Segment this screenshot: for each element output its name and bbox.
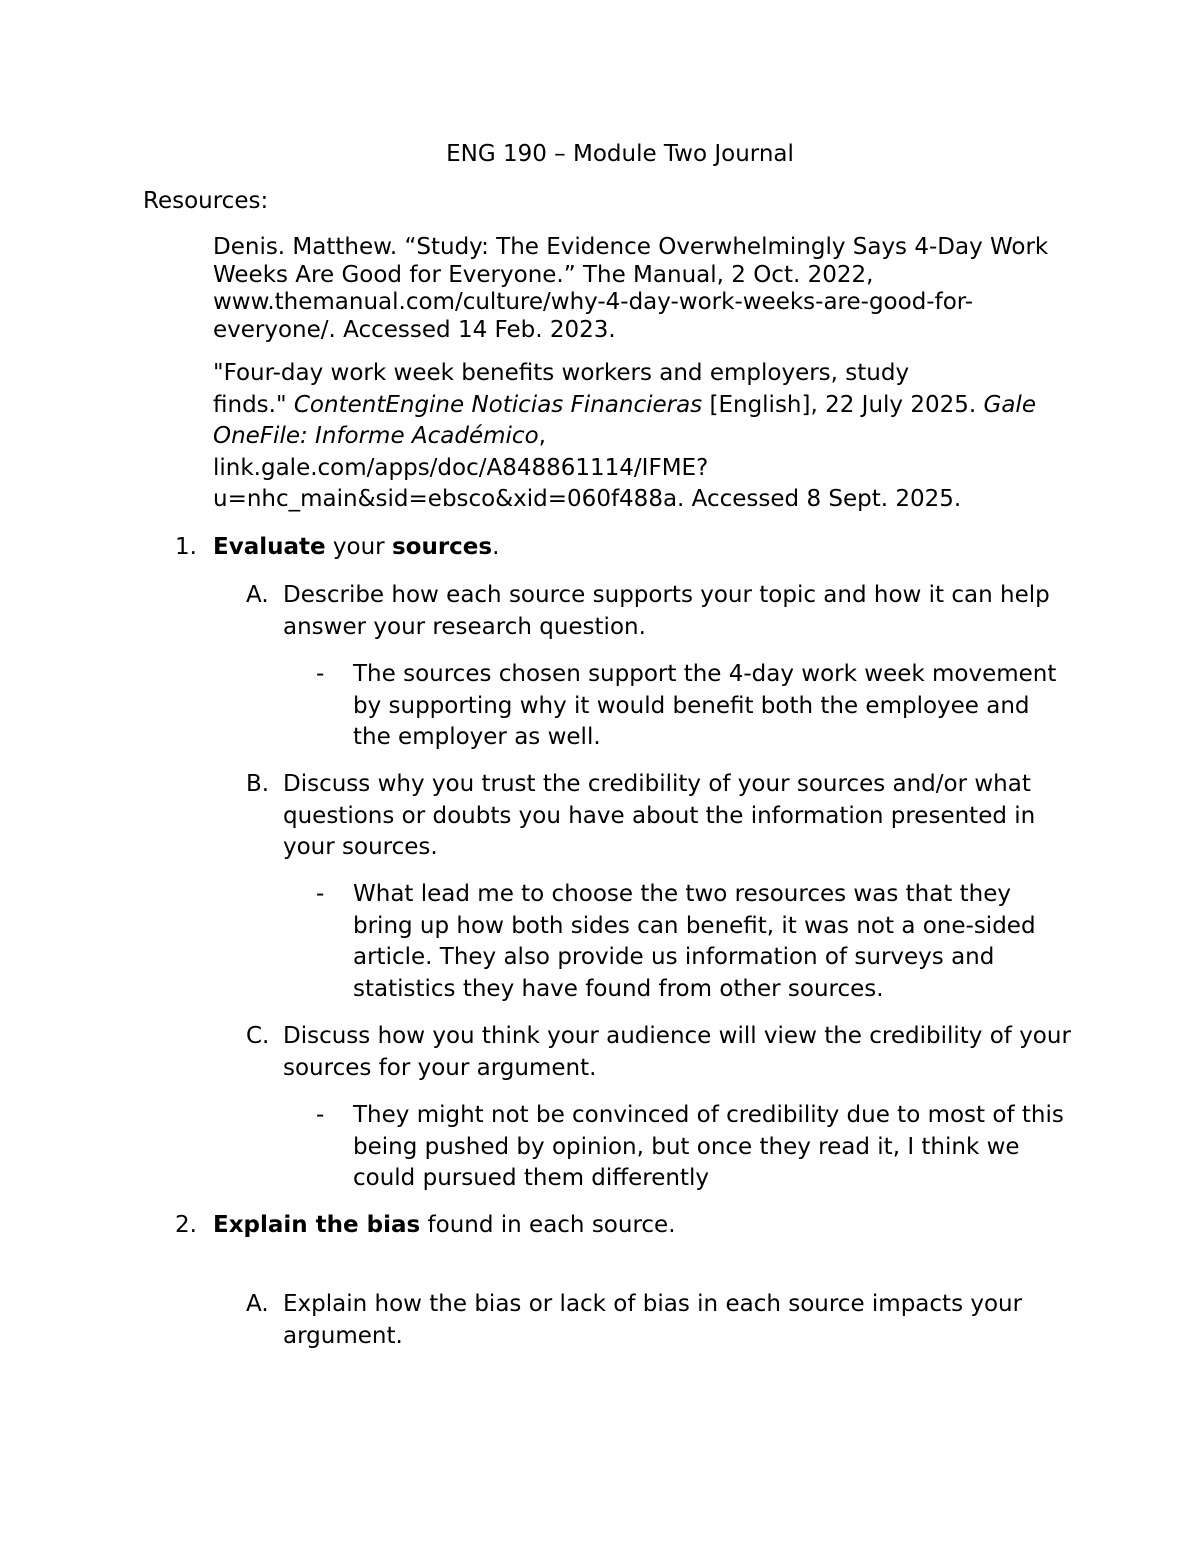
sub-question-prompt: Discuss why you trust the credibility of your sources and/or what questions or doubts you have about the information presented in your sources.: [283, 771, 1036, 860]
answer-text: What lead me to choose the two resources was that they bring up how both sides can benefit, it was not a one-sided article. They also provide us information of surveys and statistics they have found from other sources.: [353, 881, 1036, 1002]
citation-2-database-start: Gale: [983, 391, 1036, 418]
resources-heading: Resources:: [143, 188, 269, 214]
citation-2: [213, 358, 1073, 516]
question-text-mid: your: [325, 534, 392, 560]
question-bold: sources: [391, 534, 493, 560]
question-text: [213, 532, 499, 564]
citation-2-database: OneFile: Informe Académico: [213, 423, 539, 449]
bullet-dash: -: [316, 881, 325, 907]
sub-question-letter: A.: [246, 582, 269, 608]
sub-question-prompt: Explain how the bias or lack of bias in each source impacts your argument.: [283, 1291, 1023, 1349]
citation-2-publication: ContentEngine Noticias Financieras: [293, 391, 703, 418]
question-bold: Evaluate: [213, 534, 326, 560]
sub-question-letter: C.: [246, 1023, 270, 1049]
bullet-dash: -: [316, 661, 325, 687]
question-number: 2.: [175, 1212, 197, 1238]
sub-question-prompt: Discuss how you think your audience will view the credibility of your sources for your argument.: [283, 1023, 1071, 1081]
sub-question-letter: A.: [246, 1291, 269, 1317]
answer-text: They might not be convinced of credibility due to most of this being pushed by opinion, but once they read it, I think we could pursued them differently: [353, 1102, 1064, 1191]
citation-2-comma: ,: [538, 423, 546, 449]
question-number: 1.: [175, 534, 197, 560]
bullet-dash: -: [316, 1102, 325, 1128]
question-text: [213, 1210, 676, 1242]
citation-2-text: finds.": [213, 391, 294, 418]
answer-text: The sources chosen support the 4-day work week movement by supporting why it would benefit both the employee and the employer as well.: [353, 661, 1057, 750]
question-text-end: found in each source.: [420, 1212, 676, 1238]
page-title: ENG 190 – Module Two Journal: [446, 141, 794, 167]
citation-2-line-2: [213, 390, 1073, 422]
citation-2-line-3: [213, 421, 1073, 453]
citation-2-date: [English], 22 July 2025.: [702, 391, 984, 418]
sub-question-prompt: Describe how each source supports your topic and how it can help answer your research question.: [283, 582, 1050, 640]
question-bold: Explain the bias: [213, 1212, 421, 1238]
citation-2-line-4: link.gale.com/apps/doc/A848861114/IFME?: [213, 454, 709, 481]
citation-2-line-1: "Four-day work week benefits workers and employers, study: [213, 360, 910, 386]
question-text-end: .: [492, 534, 500, 560]
citation-2-line-5: u=nhc_main&sid=ebsco&xid=060f488a. Accessed 8 Sept. 2025.: [213, 486, 962, 512]
citation-1: Denis. Matthew. “Study: The Evidence Overwhelmingly Says 4-Day Work Weeks Are Good for Everyone.” The Manual, 2 Oct. 2022, www.themanual.com/culture/why-4-day-work-weeks-are-good-for-everyone/. Accessed 14 Feb. 2023.: [213, 234, 1049, 343]
sub-question-letter: B.: [246, 771, 270, 797]
